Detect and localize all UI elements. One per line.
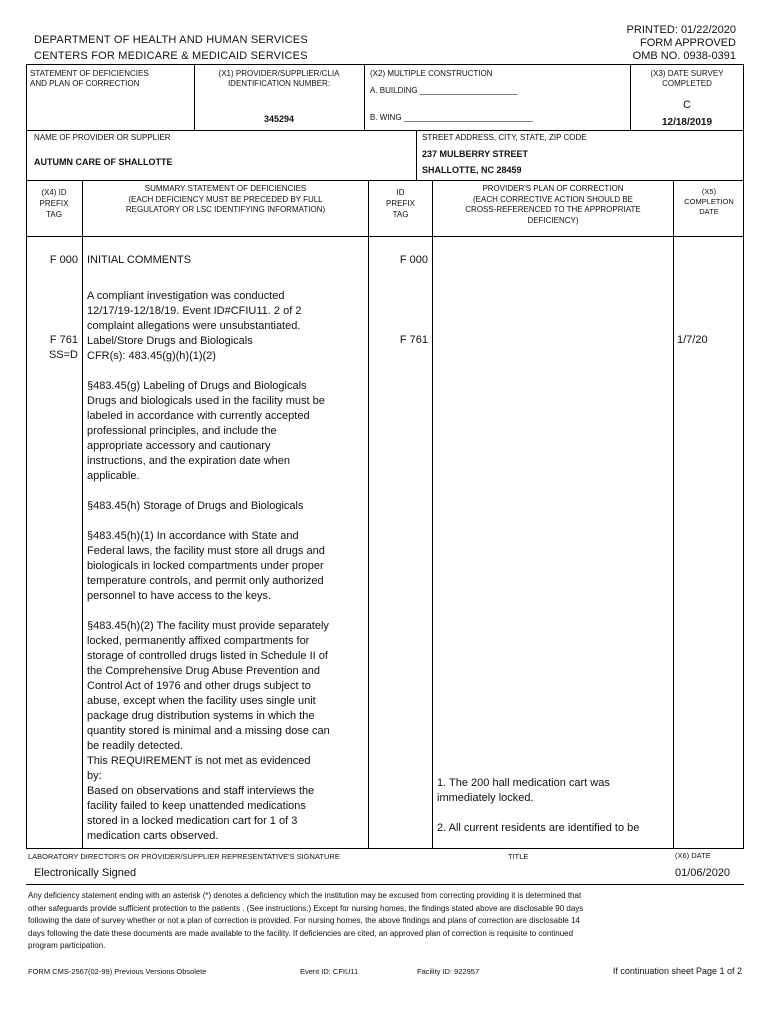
rule-left xyxy=(26,64,27,848)
tag-f000: F 000 xyxy=(49,254,78,266)
rule-v4 xyxy=(416,130,417,180)
scope-severity: SS=D xyxy=(48,349,78,361)
dept-line2: CENTERS FOR MEDICARE & MEDICAID SERVICES xyxy=(34,50,308,62)
rule-sig-bottom xyxy=(26,884,744,885)
rule-right xyxy=(743,64,744,848)
form-approved: FORM APPROVED xyxy=(640,37,736,49)
page-indicator: If continuation sheet Page 1 of 2 xyxy=(612,966,742,976)
statement-label: STATEMENT OF DEFICIENCIES AND PLAN OF CORRECTION xyxy=(30,69,149,88)
address-label: STREET ADDRESS, CITY, STATE, ZIP CODE xyxy=(422,133,587,142)
provider-name-label: NAME OF PROVIDER OR SUPPLIER xyxy=(34,133,171,142)
x3-code: C xyxy=(683,99,691,111)
completion-date: 1/7/20 xyxy=(677,334,708,346)
col-x4: (X4) ID PREFIX TAG xyxy=(39,188,69,219)
agency-header xyxy=(34,32,308,64)
street-address: 237 MULBERRY STREET xyxy=(422,149,529,159)
rule-4 xyxy=(26,236,744,237)
rule-2 xyxy=(26,130,744,131)
tag-f761: F 761 xyxy=(49,334,78,346)
col-summary: SUMMARY STATEMENT OF DEFICIENCIES (EACH DEFICIENCY MUST BE PRECEDED BY FULL REGULATORY OR LSC IDENTIFYING INFORMATION) xyxy=(125,184,326,214)
x3-label: (X3) DATE SURVEY COMPLETED xyxy=(650,69,724,88)
print-info xyxy=(627,24,736,63)
col-div-3 xyxy=(432,180,433,848)
wing-label: B. WING _____________________________ xyxy=(370,113,533,122)
form-number: FORM CMS-2567(02-99) Previous Versions Obsolete xyxy=(28,967,207,976)
x1-value: 345294 xyxy=(263,114,295,124)
facility-id: Facility ID: 922957 xyxy=(417,967,480,976)
x6-date-label: (X6) DATE xyxy=(675,851,711,860)
initial-comments-title: INITIAL COMMENTS xyxy=(87,254,192,266)
summary-text: A compliant investigation was conducted 12/17/19-12/18/19. Event ID#CFIU11. 2 of 2 complaint allegations were unsubstantiated. Label/Store Drugs and Biologicals CFR(s): 483.45(g)(h)(1)(2) §483.45(g) Labeling of Drugs and Biologicals Drugs and biologicals used in the facility must be labeled in accordance with currently accepted professional principles, and include the appropriate accessory and cautionary instructions, and the expiration date when applicable. §483.45(h) Storage of Drugs and Biologicals §483.45(h)(1) In accordance with State and Federal laws, the facility must store all drugs and biologicals in locked compartments under proper temperature controls, and permit only authorized personnel to have access to the keys. §483.45(h)(2) The facility must provide separately locked, permanently affixed compartments for storage of controlled drugs listed in Schedule II of the Comprehensive Drug Abuse Prevention and Control Act of 1976 and other drugs subject to abuse, except when the facility uses single unit package drug distribution systems in which the quantity stored is minimal and a missing dose can be readily detected. This REQUIREMENT is not met as evidenced by: Based on observations and staff interviews the facility failed to keep unattended medications stored in a locked medication cart for 1 of 3 medication carts observed. xyxy=(87,290,330,842)
id-f000: F 000 xyxy=(399,254,428,266)
omb-number: OMB NO. 0938-0391 xyxy=(632,50,736,62)
city-state-zip: SHALLOTTE, NC 28459 xyxy=(422,165,522,175)
building-label: A. BUILDING ______________________ xyxy=(370,86,518,95)
col-div-1 xyxy=(82,180,83,848)
col-div-4 xyxy=(673,180,674,848)
provider-name: AUTUMN CARE OF SHALLOTTE xyxy=(34,157,173,167)
title-label: TITLE xyxy=(508,852,529,861)
id-f761: F 761 xyxy=(399,334,428,346)
plan-text: 1. The 200 hall medication cart was immediately locked. 2. All current residents are identified to be xyxy=(437,777,640,834)
col-id: ID PREFIX TAG xyxy=(386,188,415,219)
rule-sig-top xyxy=(26,848,744,849)
dept-line1: DEPARTMENT OF HEALTH AND HUMAN SERVICES xyxy=(34,34,308,46)
event-id: Event ID: CFIU11 xyxy=(300,967,359,976)
signature-value: Electronically Signed xyxy=(34,867,137,879)
rule-3 xyxy=(26,180,744,181)
printed-date: PRINTED: 01/22/2020 xyxy=(626,24,736,36)
disclaimer: Any deficiency statement ending with an asterisk (*) denotes a deficiency which the institution may be excused from correcting providing it is determined that other safeguards provide sufficient protection to the patients . (See instructions.) Except for nursing homes, the findings stated above are disclosable 90 days following the date of survey whether or not a plan of correction is provided. For nursing homes, the above findings and plans of correction are disclosable 14 days following the date these documents are made available to the facility. If deficiencies are cited, an approved plan of correction is requisite to continued program participation. xyxy=(28,891,584,950)
x3-date: 12/18/2019 xyxy=(661,117,713,128)
col-div-2 xyxy=(368,180,369,848)
rule-v2 xyxy=(364,64,365,130)
signature-date: 01/06/2020 xyxy=(675,867,731,879)
x2-label: (X2) MULTIPLE CONSTRUCTION xyxy=(370,69,493,78)
x1-label: (X1) PROVIDER/SUPPLIER/CLIA IDENTIFICATION NUMBER: xyxy=(218,69,340,88)
signature-label: LABORATORY DIRECTOR'S OR PROVIDER/SUPPLIER REPRESENTATIVE'S SIGNATURE xyxy=(28,852,340,861)
rule-top xyxy=(26,64,744,65)
col-plan: PROVIDER'S PLAN OF CORRECTION (EACH CORRECTIVE ACTION SHOULD BE CROSS-REFERENCED TO THE APPROPRIATE DEFICIENCY) xyxy=(465,184,641,225)
col-x5: (X5) COMPLETION DATE xyxy=(684,187,734,216)
